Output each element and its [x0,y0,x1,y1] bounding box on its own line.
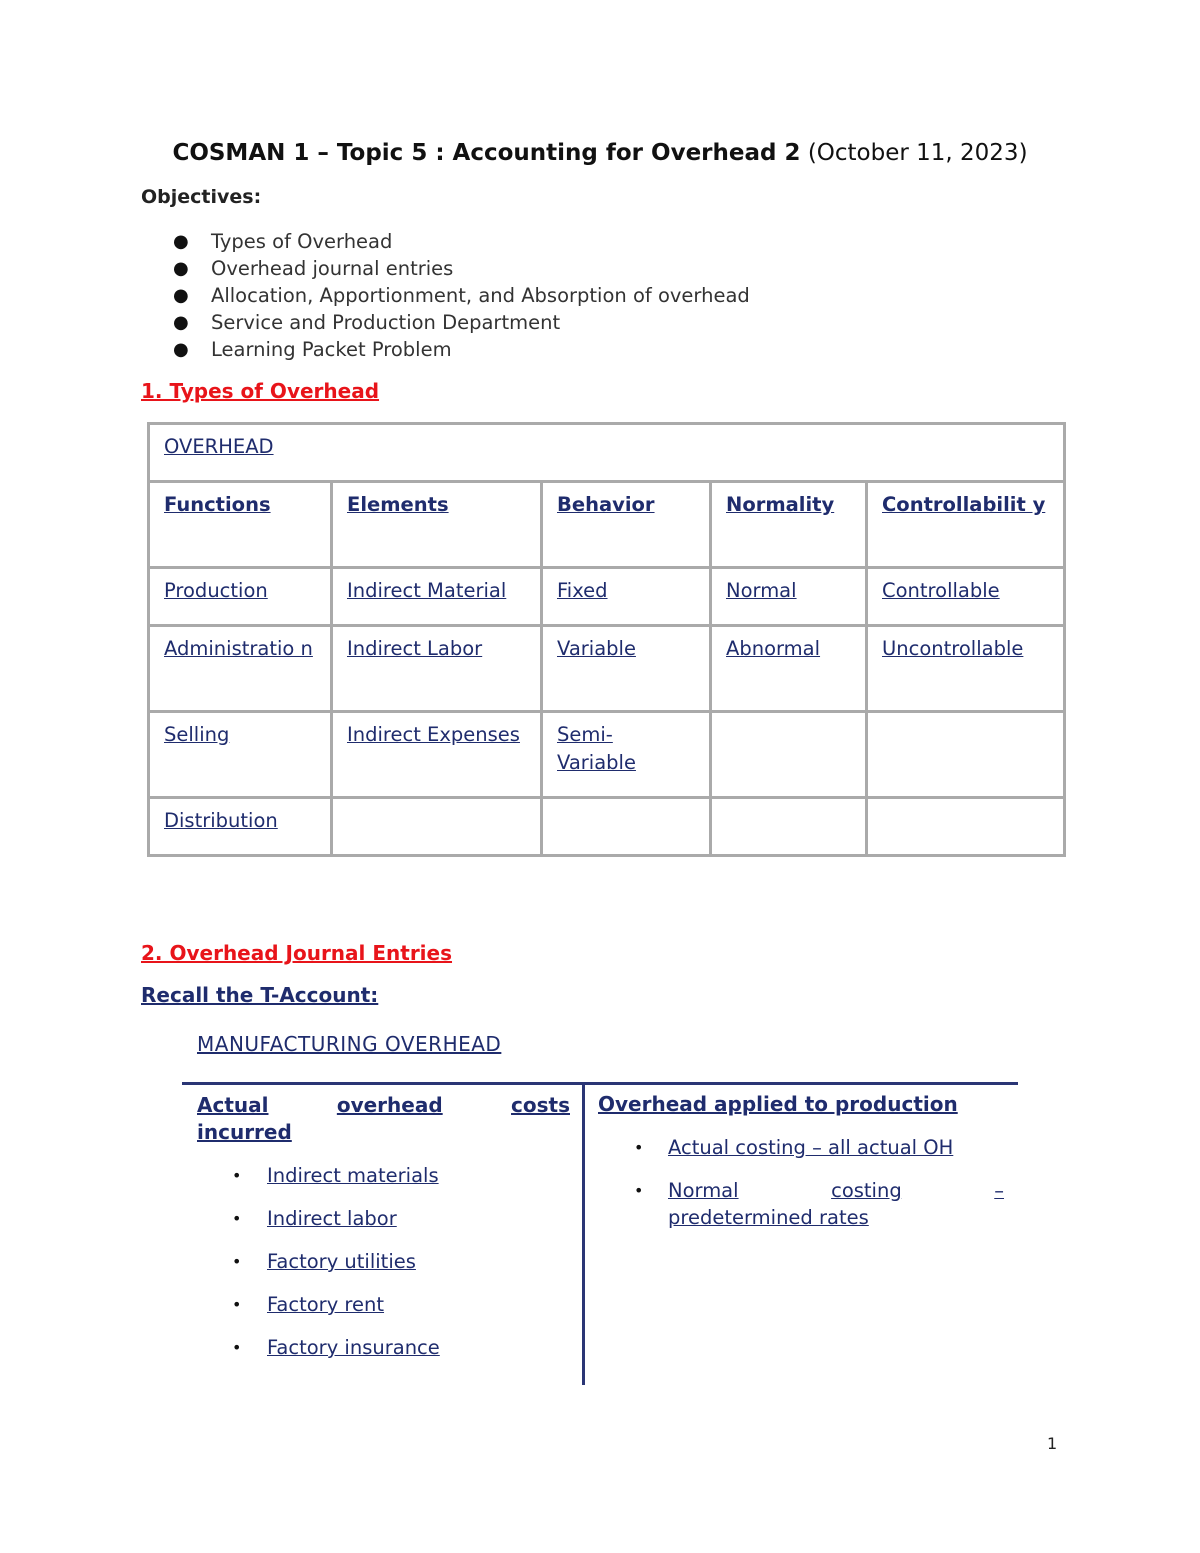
list-item: • Normal costing – predetermined rates [634,1179,1004,1229]
table-cell: Distribution [149,798,332,856]
list-item: • Indirect materials [232,1162,440,1205]
table-cell: Selling [149,712,332,798]
overhead-types-table [147,422,1066,857]
objectives-list [141,228,750,363]
bullet-icon: • [232,1209,242,1228]
objectives-label: Objectives: [141,186,262,208]
page-number: 1 [1047,1434,1058,1453]
column-header: Behavior [542,482,711,568]
objective-item: ● Allocation, Apportionment, and Absorption of overhead [173,284,750,307]
bullet-icon: • [232,1252,242,1271]
objective-item: ● Types of Overhead [173,230,393,253]
table-cell: Production [149,568,332,626]
bullet-icon: • [232,1295,242,1314]
table-cell [867,798,1065,856]
table-cell: Administratio n [149,626,332,712]
t-account-debit-heading: Actual overhead costs incurred [197,1093,570,1144]
t-account-top-line [182,1082,1018,1085]
table-cell: Variable [542,626,711,712]
table-cell: Indirect Material [332,568,542,626]
bullet-icon: • [232,1338,242,1357]
table-cell: Abnormal [711,626,867,712]
bullet-icon: • [634,1138,644,1157]
list-item: • Factory insurance [232,1334,440,1377]
bullet-icon: ● [173,339,189,360]
column-header: Normality [711,482,867,568]
table-caption: OVERHEAD [149,424,1065,482]
t-account-divider [582,1082,585,1385]
objective-item: ● Service and Production Department [173,311,561,334]
section-heading-types: 1. Types of Overhead [141,379,380,403]
table-cell: Indirect Labor [332,626,542,712]
column-header: Functions [149,482,332,568]
section-heading-journal: 2. Overhead Journal Entries [141,941,453,965]
table-cell: Semi- Variable [542,712,711,798]
table-cell [867,712,1065,798]
bullet-icon: ● [173,285,189,306]
table-row [149,712,1065,798]
list-item: • Actual costing – all actual OH [634,1136,954,1159]
recall-heading: Recall the T-Account: [141,983,379,1007]
debit-items-list [232,1162,440,1377]
column-header: Elements [332,482,542,568]
table-row [149,798,1065,856]
bullet-icon: ● [173,312,189,333]
table-cell: Indirect Expenses [332,712,542,798]
table-cell [711,798,867,856]
bullet-icon: • [232,1166,242,1185]
objective-item: ● Learning Packet Problem [173,338,452,361]
list-item: • Factory rent [232,1291,440,1334]
table-cell: Uncontrollable [867,626,1065,712]
table-cell [711,712,867,798]
table-row [149,626,1065,712]
table-cell: Fixed [542,568,711,626]
page-title [0,140,1200,166]
t-account-credit-heading: Overhead applied to production [598,1092,958,1116]
list-item: • Factory utilities [232,1248,440,1291]
bullet-icon: ● [173,258,189,279]
t-account-title: MANUFACTURING OVERHEAD [197,1032,502,1056]
table-cell [332,798,542,856]
bullet-icon: • [634,1181,644,1200]
credit-items-list [634,1134,1004,1247]
list-item: • Indirect labor [232,1205,440,1248]
bullet-icon: ● [173,231,189,252]
table-row [149,568,1065,626]
title-date: (October 11, 2023) [807,140,1028,166]
column-header: Controllabilit y [867,482,1065,568]
table-cell [542,798,711,856]
table-cell: Controllable [867,568,1065,626]
objective-item: ● Overhead journal entries [173,257,454,280]
title-main: COSMAN 1 – Topic 5 : Accounting for Overhead 2 [172,140,801,166]
table-cell: Normal [711,568,867,626]
